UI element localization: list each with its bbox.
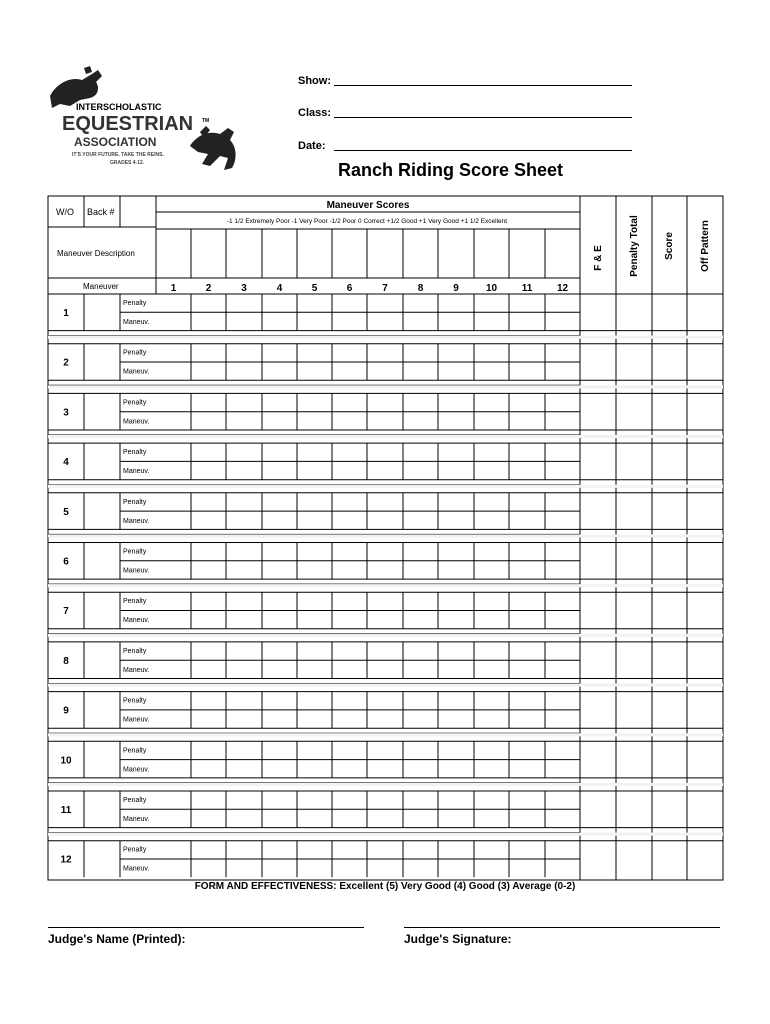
- penalty-label-6: Penalty: [123, 548, 147, 556]
- off-pattern-header: Off Pattern: [700, 220, 711, 272]
- maneuver-label: Maneuver: [83, 282, 119, 291]
- svg-text:GRADES 4-12.: GRADES 4-12.: [110, 160, 145, 166]
- rider-number-9: 9: [63, 705, 69, 717]
- back-number-cell-7[interactable]: [84, 592, 120, 629]
- back-number-cell-6[interactable]: [84, 543, 120, 580]
- maneuver-number-2: 2: [205, 283, 212, 294]
- maneuv-label-6: Maneuv.: [123, 567, 150, 575]
- fe-note: FORM AND EFFECTIVENESS: Excellent (5) Very Good (4) Good (3) Average (0-2): [194, 881, 576, 892]
- back-number-cell-10[interactable]: [84, 741, 120, 778]
- page-title: Ranch Riding Score Sheet: [338, 160, 564, 180]
- maneuver-number-8: 8: [417, 283, 424, 294]
- maneuv-label-9: Maneuv.: [123, 716, 150, 724]
- judge-signature-label: Judge's Signature:: [404, 932, 512, 946]
- row-spacer: [48, 435, 723, 438]
- maneuver-scores-label: Maneuver Scores: [326, 200, 410, 211]
- back-number-cell-2[interactable]: [84, 344, 120, 381]
- svg-text:ASSOCIATION: ASSOCIATION: [74, 135, 157, 149]
- maneuv-label-8: Maneuv.: [123, 666, 150, 674]
- row-spacer: [48, 534, 723, 537]
- maneuv-label-4: Maneuv.: [123, 468, 150, 476]
- maneuv-label-5: Maneuv.: [123, 517, 150, 525]
- maneuv-label-7: Maneuv.: [123, 617, 150, 625]
- maneuver-number-10: 10: [485, 283, 498, 294]
- show-label: Show:: [298, 75, 331, 87]
- penalty-label-10: Penalty: [123, 747, 147, 755]
- scale-text: -1 1/2 Extremely Poor -1 Very Poor -1/2 Poor 0 Correct +1/2 Good +1 Very Good +1 1/2 Excellent: [226, 218, 508, 225]
- svg-text:TM: TM: [202, 118, 210, 124]
- row-spacer: [48, 336, 723, 339]
- row-spacer: [48, 584, 723, 587]
- penalty-label-11: Penalty: [123, 797, 147, 804]
- svg-text:IT'S YOUR FUTURE. TAKE THE REI: IT'S YOUR FUTURE. TAKE THE REINS.: [72, 152, 164, 158]
- back-number-cell-8[interactable]: [84, 642, 120, 679]
- maneuver-number-4: 4: [276, 283, 283, 294]
- back-number-cell-4[interactable]: [84, 443, 120, 480]
- fe-header: F & E: [593, 245, 604, 271]
- back-number-cell-12[interactable]: [84, 841, 120, 878]
- penalty-label-9: Penalty: [123, 697, 147, 705]
- back-number-cell-9[interactable]: [84, 692, 120, 729]
- svg-text:INTERSCHOLASTIC: INTERSCHOLASTIC: [76, 102, 162, 112]
- maneuver-number-11: 11: [521, 283, 533, 294]
- maneuv-label-2: Maneuv.: [123, 368, 150, 376]
- row-spacer: [48, 634, 723, 637]
- maneuver-description-label: Maneuver Description: [57, 249, 135, 258]
- rider-number-11: 11: [60, 805, 72, 816]
- penalty-label-2: Penalty: [123, 349, 147, 357]
- judge-name-label: Judge's Name (Printed):: [48, 932, 186, 946]
- judge-signature-line[interactable]: [404, 927, 720, 928]
- penalty-label-5: Penalty: [123, 498, 147, 506]
- rider-number-10: 10: [60, 755, 72, 767]
- maneuver-number-12: 12: [556, 283, 569, 294]
- rider-number-2: 2: [63, 357, 69, 369]
- penalty-label-3: Penalty: [123, 399, 147, 407]
- back-number-cell-3[interactable]: [84, 393, 120, 430]
- penalty-total-header: Penalty Total: [629, 215, 640, 277]
- date-label: Date:: [298, 140, 326, 152]
- rider-number-6: 6: [63, 556, 69, 568]
- back-number-cell-1[interactable]: [84, 294, 120, 331]
- judge-name-line[interactable]: [48, 927, 364, 928]
- maneuver-number-1: 1: [170, 283, 177, 294]
- row-spacer: [48, 733, 723, 736]
- maneuver-number-5: 5: [311, 283, 318, 294]
- penalty-label-12: Penalty: [123, 846, 147, 854]
- class-label: Class:: [298, 107, 332, 119]
- rider-number-12: 12: [60, 854, 72, 866]
- maneuv-label-3: Maneuv.: [123, 418, 150, 426]
- maneuv-label-10: Maneuv.: [123, 766, 150, 774]
- penalty-label-4: Penalty: [123, 449, 147, 457]
- rider-number-3: 3: [63, 407, 69, 419]
- maneuver-number-7: 7: [382, 283, 388, 294]
- svg-text:EQUESTRIAN: EQUESTRIAN: [62, 113, 194, 135]
- rider-number-7: 7: [63, 606, 69, 618]
- rider-number-5: 5: [63, 506, 69, 518]
- row-spacer: [48, 485, 723, 488]
- maneuver-number-9: 9: [453, 283, 459, 294]
- penalty-label-8: Penalty: [123, 647, 147, 655]
- row-spacer: [48, 833, 723, 836]
- row-spacer: [48, 684, 723, 687]
- maneuv-label-11: Maneuv.: [123, 816, 150, 823]
- maneuver-number-6: 6: [346, 283, 353, 294]
- row-spacer: [48, 783, 723, 786]
- score-header: Score: [664, 232, 675, 260]
- maneuver-number-3: 3: [241, 283, 247, 294]
- rider-number-8: 8: [63, 655, 69, 667]
- wo-label: W/O: [56, 207, 74, 217]
- rider-number-4: 4: [63, 457, 69, 469]
- back-number-cell-11[interactable]: [84, 791, 120, 828]
- rider-number-1: 1: [63, 308, 69, 319]
- maneuv-label-12: Maneuv.: [123, 865, 150, 873]
- back-label: Back #: [87, 207, 115, 217]
- penalty-label-7: Penalty: [123, 598, 147, 606]
- row-spacer: [48, 385, 723, 388]
- back-number-cell-5[interactable]: [84, 493, 120, 530]
- penalty-label-1: Penalty: [123, 300, 147, 307]
- maneuv-label-1: Maneuv.: [123, 319, 150, 326]
